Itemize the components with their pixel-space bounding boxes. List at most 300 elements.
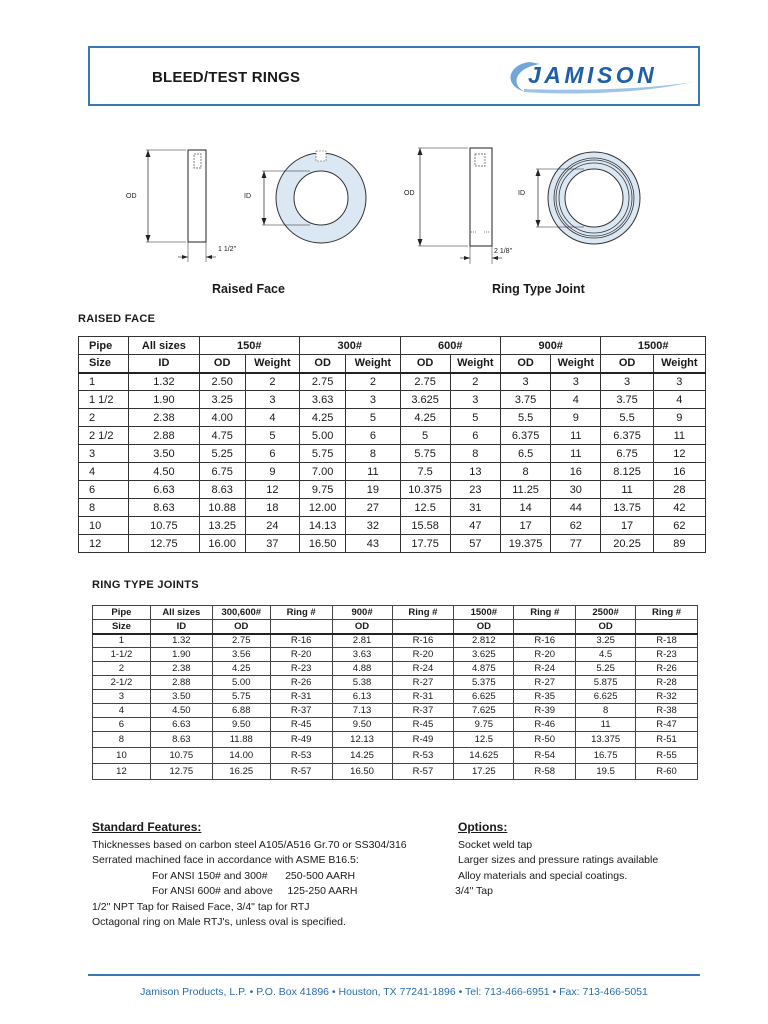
table-header-cell: All sizes — [150, 606, 212, 620]
id-label: ID — [518, 190, 525, 197]
table-header-cell: OD — [601, 355, 653, 373]
table-cell: 27 — [346, 499, 400, 517]
table-cell: 8 — [500, 463, 550, 481]
table-cell: 12.13 — [332, 732, 392, 748]
table-header-cell: Weight — [346, 355, 400, 373]
table-cell: 12 — [93, 764, 151, 780]
table-cell: 9.50 — [212, 718, 270, 732]
table-cell: R-45 — [392, 718, 454, 732]
table-cell: 3 — [500, 373, 550, 391]
table-header-cell: Size — [79, 355, 129, 373]
table-cell: 6 — [93, 718, 151, 732]
table-cell: 10.75 — [129, 517, 199, 535]
table-cell: 1.32 — [150, 634, 212, 648]
table-cell: 16.00 — [199, 535, 245, 553]
table-cell: R-16 — [392, 634, 454, 648]
table-cell: 43 — [346, 535, 400, 553]
table-row — [79, 499, 706, 517]
table-cell: 3.50 — [129, 445, 199, 463]
table-cell: 5.5 — [601, 409, 653, 427]
standard-features-title: Standard Features: — [92, 820, 202, 834]
table-header-row — [93, 606, 698, 620]
table-cell: 19.375 — [500, 535, 550, 553]
table-cell: 37 — [245, 535, 299, 553]
table-cell: R-55 — [636, 748, 698, 764]
table-header-cell — [270, 620, 332, 634]
table-cell: 13.25 — [199, 517, 245, 535]
table-cell: 1 1/2 — [79, 391, 129, 409]
table-cell: 16.25 — [212, 764, 270, 780]
table-cell: 8.63 — [150, 732, 212, 748]
table-cell: 4 — [653, 391, 705, 409]
table-cell: 14.13 — [300, 517, 346, 535]
table-cell: 4 — [551, 391, 601, 409]
table-cell: 1-1/2 — [93, 648, 151, 662]
table-cell: 9.50 — [332, 718, 392, 732]
feature-line: Octagonal ring on Male RTJ's, unless oval is specified. — [92, 916, 346, 928]
table-cell: 6.63 — [129, 481, 199, 499]
table-cell: 3.50 — [150, 690, 212, 704]
raised-face-section-title: RAISED FACE — [78, 313, 156, 325]
table-cell: 3.25 — [199, 391, 245, 409]
table-cell: 13 — [450, 463, 500, 481]
table-cell: 12 — [79, 535, 129, 553]
raised-face-drawing — [120, 140, 380, 275]
table-header-cell: Weight — [653, 355, 705, 373]
table-cell: 4.50 — [129, 463, 199, 481]
table-cell: R-53 — [270, 748, 332, 764]
logo-text: JAMISON — [528, 62, 658, 88]
od-label: OD — [404, 190, 415, 197]
table-header-cell: 900# — [500, 337, 600, 355]
table-cell: 16.50 — [300, 535, 346, 553]
table-header-cell: Ring # — [270, 606, 332, 620]
table-cell: R-32 — [636, 690, 698, 704]
table-header-cell: OD — [199, 355, 245, 373]
feature-line: For ANSI 600# and above 125-250 AARH — [152, 885, 358, 897]
table-cell: 10.375 — [400, 481, 450, 499]
table-cell: R-54 — [514, 748, 576, 764]
table-cell: 3.75 — [500, 391, 550, 409]
table-row — [79, 517, 706, 535]
option-line: 3/4" Tap — [455, 885, 493, 897]
table-cell: 12.5 — [400, 499, 450, 517]
table-row — [93, 764, 698, 780]
table-cell: 6.375 — [601, 427, 653, 445]
table-header-row — [93, 620, 698, 634]
table-cell: 7.5 — [400, 463, 450, 481]
table-cell: 3.25 — [576, 634, 636, 648]
table-row — [93, 718, 698, 732]
table-cell: 3 — [653, 373, 705, 391]
table-row — [79, 463, 706, 481]
table-cell: 6.625 — [576, 690, 636, 704]
table-cell: 2-1/2 — [93, 676, 151, 690]
table-cell: 16 — [551, 463, 601, 481]
table-cell: 28 — [653, 481, 705, 499]
table-header-cell — [514, 620, 576, 634]
table-cell: R-57 — [270, 764, 332, 780]
table-header-cell: Pipe — [79, 337, 129, 355]
table-row — [93, 704, 698, 718]
table-cell: 11 — [576, 718, 636, 732]
table-row — [79, 409, 706, 427]
table-cell: 12 — [245, 481, 299, 499]
table-header-cell: 300# — [300, 337, 400, 355]
table-cell: 8.63 — [129, 499, 199, 517]
table-cell: 8 — [576, 704, 636, 718]
table-header-cell: Weight — [551, 355, 601, 373]
ring-type-section-title: RING TYPE JOINTS — [92, 579, 199, 591]
table-row — [79, 373, 706, 391]
thickness-label: 1 1/2" — [218, 246, 237, 253]
table-header-cell: 150# — [199, 337, 299, 355]
table-cell: 9 — [245, 463, 299, 481]
table-cell: 5.25 — [199, 445, 245, 463]
table-cell: R-27 — [514, 676, 576, 690]
table-cell: 5.25 — [576, 662, 636, 676]
table-cell: R-20 — [392, 648, 454, 662]
table-cell: 2.81 — [332, 634, 392, 648]
table-cell: 5.75 — [400, 445, 450, 463]
table-cell: 4.5 — [576, 648, 636, 662]
table-cell: 8 — [79, 499, 129, 517]
table-header-row — [79, 355, 706, 373]
table-cell: 9 — [551, 409, 601, 427]
table-header-cell: OD — [576, 620, 636, 634]
footer-divider — [88, 974, 700, 976]
table-cell: 3.63 — [332, 648, 392, 662]
table-cell: R-26 — [270, 676, 332, 690]
table-cell: R-18 — [636, 634, 698, 648]
table-cell: 15.58 — [400, 517, 450, 535]
table-cell: R-53 — [392, 748, 454, 764]
table-cell: 3.625 — [400, 391, 450, 409]
table-cell: 6.625 — [454, 690, 514, 704]
table-cell: 4.75 — [199, 427, 245, 445]
id-label: ID — [244, 193, 251, 200]
table-header-cell: OD — [400, 355, 450, 373]
table-header-cell: 600# — [400, 337, 500, 355]
table-cell: R-31 — [392, 690, 454, 704]
table-cell: 10.75 — [150, 748, 212, 764]
table-cell: 7.13 — [332, 704, 392, 718]
table-header-cell — [636, 620, 698, 634]
table-cell: R-45 — [270, 718, 332, 732]
table-cell: 10.88 — [199, 499, 245, 517]
table-cell: 10 — [79, 517, 129, 535]
table-cell: R-35 — [514, 690, 576, 704]
table-cell: 8.125 — [601, 463, 653, 481]
table-cell: 3.625 — [454, 648, 514, 662]
table-cell: 5 — [400, 427, 450, 445]
table-cell: 9.75 — [300, 481, 346, 499]
table-cell: 1.32 — [129, 373, 199, 391]
table-cell: 11 — [346, 463, 400, 481]
option-line: Larger sizes and pressure ratings available — [458, 854, 659, 866]
table-cell: 20.25 — [601, 535, 653, 553]
table-cell: 3 — [551, 373, 601, 391]
table-cell: R-23 — [636, 648, 698, 662]
table-row — [93, 634, 698, 648]
table-cell: 7.00 — [300, 463, 346, 481]
table-header-cell: OD — [500, 355, 550, 373]
table-header-cell: 300,600# — [212, 606, 270, 620]
table-cell: 5.875 — [576, 676, 636, 690]
table-cell: 2 — [245, 373, 299, 391]
table-cell: 31 — [450, 499, 500, 517]
table-header-cell: OD — [454, 620, 514, 634]
table-cell: 12.75 — [150, 764, 212, 780]
table-cell: R-20 — [270, 648, 332, 662]
table-cell: 3 — [601, 373, 653, 391]
table-cell: 11 — [653, 427, 705, 445]
table-cell: 5.5 — [500, 409, 550, 427]
table-cell: 14.25 — [332, 748, 392, 764]
jamison-logo — [500, 56, 696, 98]
table-row — [79, 481, 706, 499]
table-cell: R-46 — [514, 718, 576, 732]
table-cell: R-24 — [392, 662, 454, 676]
table-cell: 8 — [346, 445, 400, 463]
table-cell: 6 — [346, 427, 400, 445]
table-cell: R-16 — [514, 634, 576, 648]
table-cell: 5.375 — [454, 676, 514, 690]
table-header-cell: 2500# — [576, 606, 636, 620]
table-cell: R-28 — [636, 676, 698, 690]
table-row — [93, 662, 698, 676]
table-cell: 5.00 — [212, 676, 270, 690]
table-cell: 9.75 — [454, 718, 514, 732]
table-row — [79, 427, 706, 445]
table-cell: R-27 — [392, 676, 454, 690]
table-cell: 3 — [450, 391, 500, 409]
table-header-cell: OD — [300, 355, 346, 373]
ring-type-diagram-icon — [398, 140, 658, 270]
raised-face-caption: Raised Face — [212, 282, 285, 296]
table-cell: 8 — [93, 732, 151, 748]
table-cell: R-37 — [392, 704, 454, 718]
table-cell: 4.00 — [199, 409, 245, 427]
table-cell: R-49 — [270, 732, 332, 748]
table-header-cell: 900# — [332, 606, 392, 620]
table-cell: 1.90 — [150, 648, 212, 662]
table-cell: 3.56 — [212, 648, 270, 662]
table-header-cell: All sizes — [129, 337, 199, 355]
table-cell: 11 — [601, 481, 653, 499]
table-cell: 89 — [653, 535, 705, 553]
table-cell: 77 — [551, 535, 601, 553]
table-cell: 8 — [450, 445, 500, 463]
table-cell: R-16 — [270, 634, 332, 648]
table-cell: 4.875 — [454, 662, 514, 676]
table-cell: 14.625 — [454, 748, 514, 764]
table-cell: 57 — [450, 535, 500, 553]
table-row — [93, 676, 698, 690]
table-cell: 10 — [93, 748, 151, 764]
table-cell: 5 — [245, 427, 299, 445]
table-cell: 2.75 — [300, 373, 346, 391]
table-cell: 5.75 — [212, 690, 270, 704]
table-cell: R-23 — [270, 662, 332, 676]
table-header-cell: Pipe — [93, 606, 151, 620]
table-cell: 4 — [79, 463, 129, 481]
options — [455, 820, 698, 900]
table-cell: R-39 — [514, 704, 576, 718]
table-cell: 16.75 — [576, 748, 636, 764]
feature-line: 1/2" NPT Tap for Raised Face, 3/4" tap for RTJ — [92, 900, 310, 913]
table-cell: R-57 — [392, 764, 454, 780]
table-row — [79, 535, 706, 553]
table-cell: 2.88 — [129, 427, 199, 445]
table-cell: 2.812 — [454, 634, 514, 648]
feature-line: For ANSI 150# and 300# 250-500 AARH — [152, 869, 356, 882]
header-box — [88, 46, 700, 106]
table-cell: 2.75 — [400, 373, 450, 391]
table-cell: 4 — [245, 409, 299, 427]
table-header-cell: ID — [150, 620, 212, 634]
table-cell: R-49 — [392, 732, 454, 748]
table-header-cell: 1500# — [601, 337, 706, 355]
table-cell: 5 — [346, 409, 400, 427]
table-cell: 8.63 — [199, 481, 245, 499]
table-cell: R-50 — [514, 732, 576, 748]
table-cell: 16 — [653, 463, 705, 481]
table-cell: 1 — [79, 373, 129, 391]
table-cell: 6 — [450, 427, 500, 445]
table-cell: 2.38 — [129, 409, 199, 427]
table-cell: 16.50 — [332, 764, 392, 780]
table-cell: 6.75 — [199, 463, 245, 481]
table-cell: 4.25 — [212, 662, 270, 676]
table-cell: 44 — [551, 499, 601, 517]
table-cell: 19.5 — [576, 764, 636, 780]
table-cell: 1.90 — [129, 391, 199, 409]
table-cell: 47 — [450, 517, 500, 535]
table-cell: 3 — [245, 391, 299, 409]
table-cell: 2.75 — [212, 634, 270, 648]
table-cell: 12 — [653, 445, 705, 463]
table-row — [93, 690, 698, 704]
table-cell: 3 — [346, 391, 400, 409]
ring-type-drawing — [398, 140, 658, 275]
table-cell: 62 — [653, 517, 705, 535]
table-cell: 42 — [653, 499, 705, 517]
table-cell: 62 — [551, 517, 601, 535]
table-cell: 5.38 — [332, 676, 392, 690]
table-cell: 6.5 — [500, 445, 550, 463]
table-cell: 3 — [93, 690, 151, 704]
table-cell: R-38 — [636, 704, 698, 718]
table-cell: 11 — [551, 427, 601, 445]
table-cell: 32 — [346, 517, 400, 535]
table-cell: 2 — [93, 662, 151, 676]
table-cell: 23 — [450, 481, 500, 499]
table-cell: 2.88 — [150, 676, 212, 690]
od-label: OD — [126, 193, 137, 200]
table-cell: 12.5 — [454, 732, 514, 748]
table-row — [79, 391, 706, 409]
table-row — [79, 445, 706, 463]
table-header-cell: Ring # — [514, 606, 576, 620]
table-cell: 11.25 — [500, 481, 550, 499]
table-cell: 17.75 — [400, 535, 450, 553]
table-cell: 1 — [93, 634, 151, 648]
table-cell: 3.63 — [300, 391, 346, 409]
table-cell: 5.75 — [300, 445, 346, 463]
table-row — [93, 732, 698, 748]
option-line: Socket weld tap — [458, 838, 533, 851]
options-title: Options: — [458, 820, 508, 834]
table-header-cell: Weight — [450, 355, 500, 373]
footer-contact: Jamison Products, L.P. • P.O. Box 41896 • Houston, TX 77241-1896 • Tel: 713-466-6951 • Fax: 713-466-5051 — [140, 986, 648, 998]
table-cell: R-60 — [636, 764, 698, 780]
table-cell: 3 — [79, 445, 129, 463]
table-cell: R-24 — [514, 662, 576, 676]
table-header-cell: OD — [212, 620, 270, 634]
table-cell: 7.625 — [454, 704, 514, 718]
table-row — [93, 648, 698, 662]
table-header-cell: Ring # — [392, 606, 454, 620]
table-cell: 11.88 — [212, 732, 270, 748]
table-cell: 14 — [500, 499, 550, 517]
raised-face-table — [78, 336, 706, 553]
table-cell: 14.00 — [212, 748, 270, 764]
table-cell: R-47 — [636, 718, 698, 732]
table-cell: R-37 — [270, 704, 332, 718]
table-cell: 17 — [601, 517, 653, 535]
standard-features — [92, 820, 452, 931]
table-header-cell: 1500# — [454, 606, 514, 620]
table-header-cell: ID — [129, 355, 199, 373]
table-cell: 13.375 — [576, 732, 636, 748]
table-header-cell: OD — [332, 620, 392, 634]
table-cell: 4 — [93, 704, 151, 718]
table-cell: 24 — [245, 517, 299, 535]
table-cell: 6 — [79, 481, 129, 499]
table-cell: 4.88 — [332, 662, 392, 676]
table-cell: 5.00 — [300, 427, 346, 445]
table-row — [93, 748, 698, 764]
table-cell: 13.75 — [601, 499, 653, 517]
table-cell: 6 — [245, 445, 299, 463]
table-cell: 11 — [551, 445, 601, 463]
ring-type-table — [92, 605, 698, 780]
table-cell: 2.38 — [150, 662, 212, 676]
table-header-cell: Size — [93, 620, 151, 634]
option-line: Alloy materials and special coatings. — [458, 869, 628, 882]
table-cell: 4.25 — [300, 409, 346, 427]
feature-line: Serrated machined face in accordance with ASME B16.5: — [92, 854, 359, 866]
table-cell: 5 — [450, 409, 500, 427]
table-cell: 6.63 — [150, 718, 212, 732]
table-cell: 30 — [551, 481, 601, 499]
table-cell: 4.25 — [400, 409, 450, 427]
table-cell: 2 — [346, 373, 400, 391]
ring-type-caption: Ring Type Joint — [492, 282, 585, 296]
table-cell: 18 — [245, 499, 299, 517]
table-header-cell — [392, 620, 454, 634]
page-title: BLEED/TEST RINGS — [152, 69, 301, 86]
table-cell: 2 1/2 — [79, 427, 129, 445]
table-cell: 12.00 — [300, 499, 346, 517]
raised-face-diagram-icon — [120, 140, 380, 270]
table-cell: 17.25 — [454, 764, 514, 780]
table-cell: R-26 — [636, 662, 698, 676]
table-cell: R-31 — [270, 690, 332, 704]
table-cell: 4.50 — [150, 704, 212, 718]
table-cell: 2 — [450, 373, 500, 391]
